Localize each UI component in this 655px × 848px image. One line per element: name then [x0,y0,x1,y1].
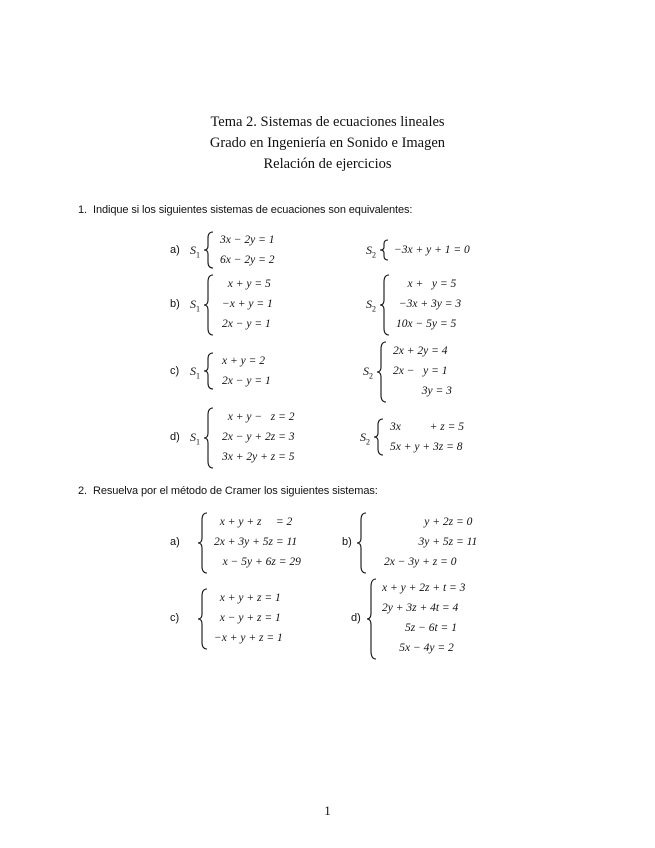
item-1b-s1-eq: x + y = 5 −x + y = 1 2x − y = 1 [222,278,273,330]
item-1a-label: a) [170,244,180,256]
item-2d-eqs: x + y + 2z + t = 3 2y + 3z + 4t = 4 5z − 6t = 1 5x − 4y = 2 [382,582,466,654]
item-1b-label: b) [170,298,180,310]
item-1a-s2-brace [379,239,389,261]
item-1d-s2-brace [373,418,385,456]
problem-2-text: Resuelva por el método de Cramer los siguientes sistemas: [93,485,378,497]
item-2d-label: d) [351,612,361,624]
header-subtitle: Relación de ejercicios [263,156,392,172]
item-1c-s2-name: $S_2$ [363,364,373,381]
item-2b-brace [356,512,368,574]
item-2a-brace [197,512,209,574]
item-1d-s1-brace [203,407,215,469]
item-2c-eqs: x + y + z = 1 x − y + z = 1 −x + y + z = 1 [214,592,283,644]
item-1d-s1-eq: x + y − z = 2 2x − y + 2z = 3 3x + 2y + z = 5 [222,411,295,463]
page-number: 1 [324,803,331,818]
item-2b-eqs: y + 2z = 0 3y + 5z = 11 2x − 3y + z = 0 [384,516,478,568]
problem-2-statement [78,485,378,497]
problem-2-number: 2. [78,485,87,497]
problem-1-statement [78,204,412,216]
item-1b-s2-name: $S_2$ [366,297,376,314]
item-2c-label: c) [170,612,180,624]
item-1a-s1-brace [203,231,215,269]
item-1c-s2-brace [376,341,388,403]
header-title: Tema 2. Sistemas de ecuaciones lineales [210,114,445,130]
item-1c-s2-eq: 2x + 2y = 4 2x − y = 1 3y = 3 [393,345,452,397]
problem-1-text: Indique si los siguientes sistemas de ecuaciones son equivalentes: [93,204,413,216]
item-2a-eqs: x + y + z = 2 2x + 3y + 5z = 11 x − 5y + 6z = 29 [214,516,301,568]
problem-1-number: 1. [78,204,87,216]
item-1c-s1-brace [203,352,215,390]
item-2b-label: b) [342,536,352,548]
item-1b-s1-brace [203,274,215,336]
item-1c-s1-name: $S_1$ [190,364,200,381]
item-2c-brace [197,588,209,650]
item-1d-s1-name: $S_1$ [190,430,200,447]
item-1d-s2-eq: 3x + z = 5 5x + y + 3z = 8 [390,421,464,453]
item-1d-label: d) [170,431,180,443]
item-1c-label: c) [170,365,180,377]
item-1a-s1-eq: 3x − 2y = 1 6x − 2y = 2 [220,234,275,266]
item-1b-s2-brace [379,274,391,336]
item-1a-s2-eq: −3x + y + 1 = 0 [394,244,470,256]
header-degree: Grado en Ingeniería en Sonido e Imagen [209,135,446,151]
item-1d-s2-name: $S_2$ [360,430,370,447]
item-1b-s1-name: $S_1$ [190,297,200,314]
item-2d-brace [366,578,378,660]
item-1a-s2-name: $S_2$ [366,243,376,260]
item-1b-s2-eq: x + y = 5 −3x + 3y = 3 10x − 5y = 5 [396,278,462,330]
item-2a-label: a) [170,536,180,548]
item-1a-s1-name: $S_1$ [190,243,200,260]
item-1c-s1-eq: x + y = 2 2x − y = 1 [222,355,271,387]
